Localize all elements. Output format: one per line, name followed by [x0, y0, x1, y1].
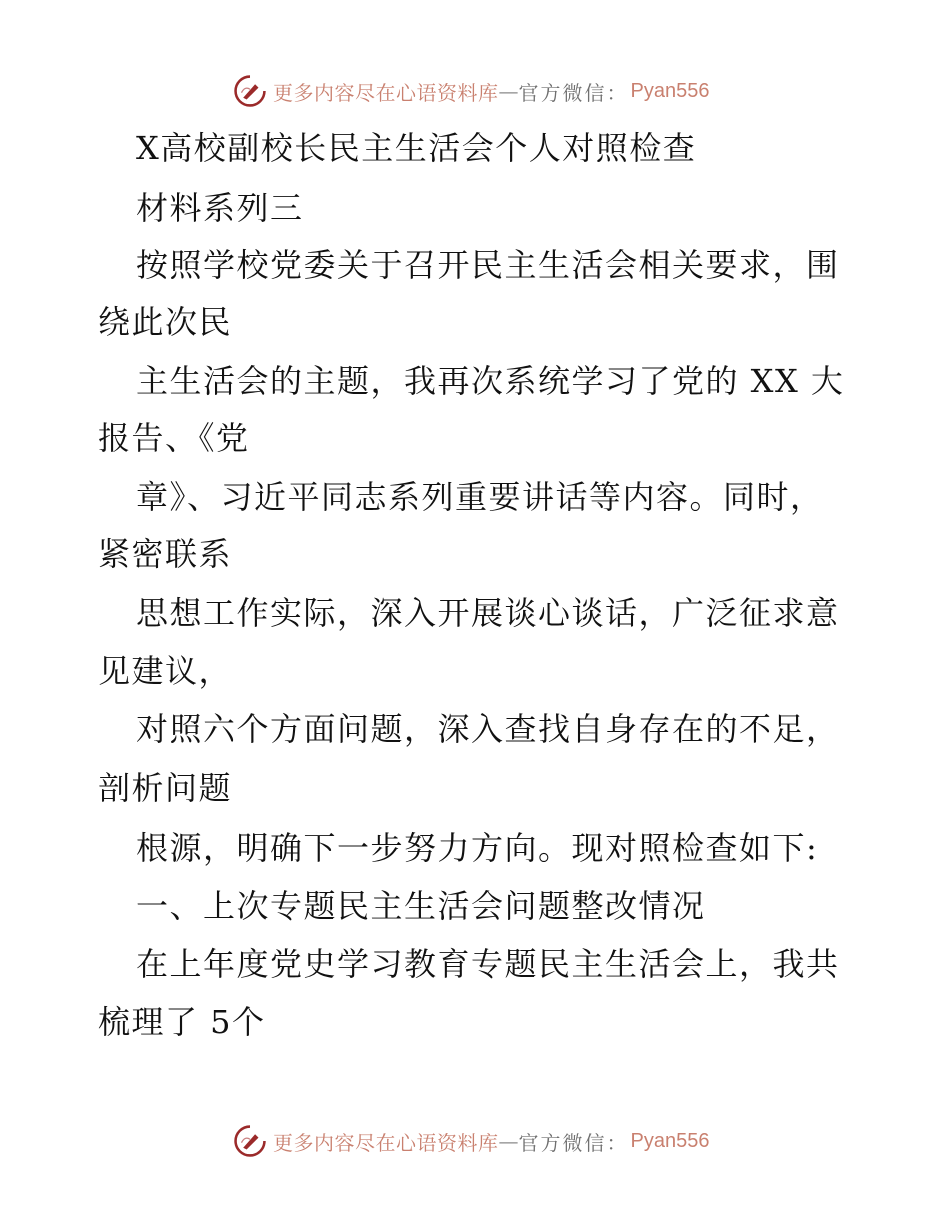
quill-pen-logo-icon	[233, 74, 267, 108]
watermark-wechat-label: 官方微信：	[518, 80, 629, 105]
watermark-text: 更多内容尽在心语资料库	[273, 1130, 499, 1155]
paragraph-line: 紧密联系	[98, 535, 233, 573]
document-title: X高校副校长民主生活会个人对照检查	[136, 129, 697, 167]
watermark-separator: —	[498, 79, 519, 103]
watermark-wechat-id: Pyan556	[630, 1129, 710, 1152]
paragraph-line: 报告、《党	[98, 419, 250, 457]
paragraph-line: 见建议，	[98, 652, 233, 690]
paragraph-line: 绕此次民	[98, 303, 233, 341]
paragraph-line: 按照学校党委关于召开民主生活会相关要求，围	[136, 246, 840, 284]
watermark-separator: —	[498, 1129, 519, 1153]
paragraph-line: 根源，明确下一步努力方向。现对照检查如下:	[136, 829, 819, 867]
paragraph-line: 章》、习近平同志系列重要讲话等内容。同时，	[136, 478, 824, 516]
paragraph-line: 在上年度党史学习教育专题民主生活会上，我共	[136, 945, 840, 983]
paragraph-line: 梳理了 5个	[98, 1003, 266, 1041]
header-watermark	[233, 71, 709, 111]
paragraph-line: 对照六个方面问题，深入查找自身存在的不足，	[136, 710, 840, 748]
watermark-wechat-id: Pyan556	[630, 79, 710, 102]
document-subtitle: 材料系列三	[136, 189, 304, 227]
paragraph-line: 思想工作实际，深入开展谈心谈话，广泛征求意	[136, 594, 840, 632]
paragraph-line: 主生活会的主题，我再次系统学习了党的 XX 大	[136, 362, 845, 400]
watermark-wechat-label: 官方微信：	[518, 1130, 629, 1155]
section-heading: 一、上次专题民主生活会问题整改情况	[136, 887, 706, 925]
quill-pen-logo-icon	[233, 1124, 267, 1158]
paragraph-line: 剖析问题	[98, 769, 233, 807]
watermark-text: 更多内容尽在心语资料库	[273, 80, 499, 105]
footer-watermark	[233, 1121, 709, 1161]
